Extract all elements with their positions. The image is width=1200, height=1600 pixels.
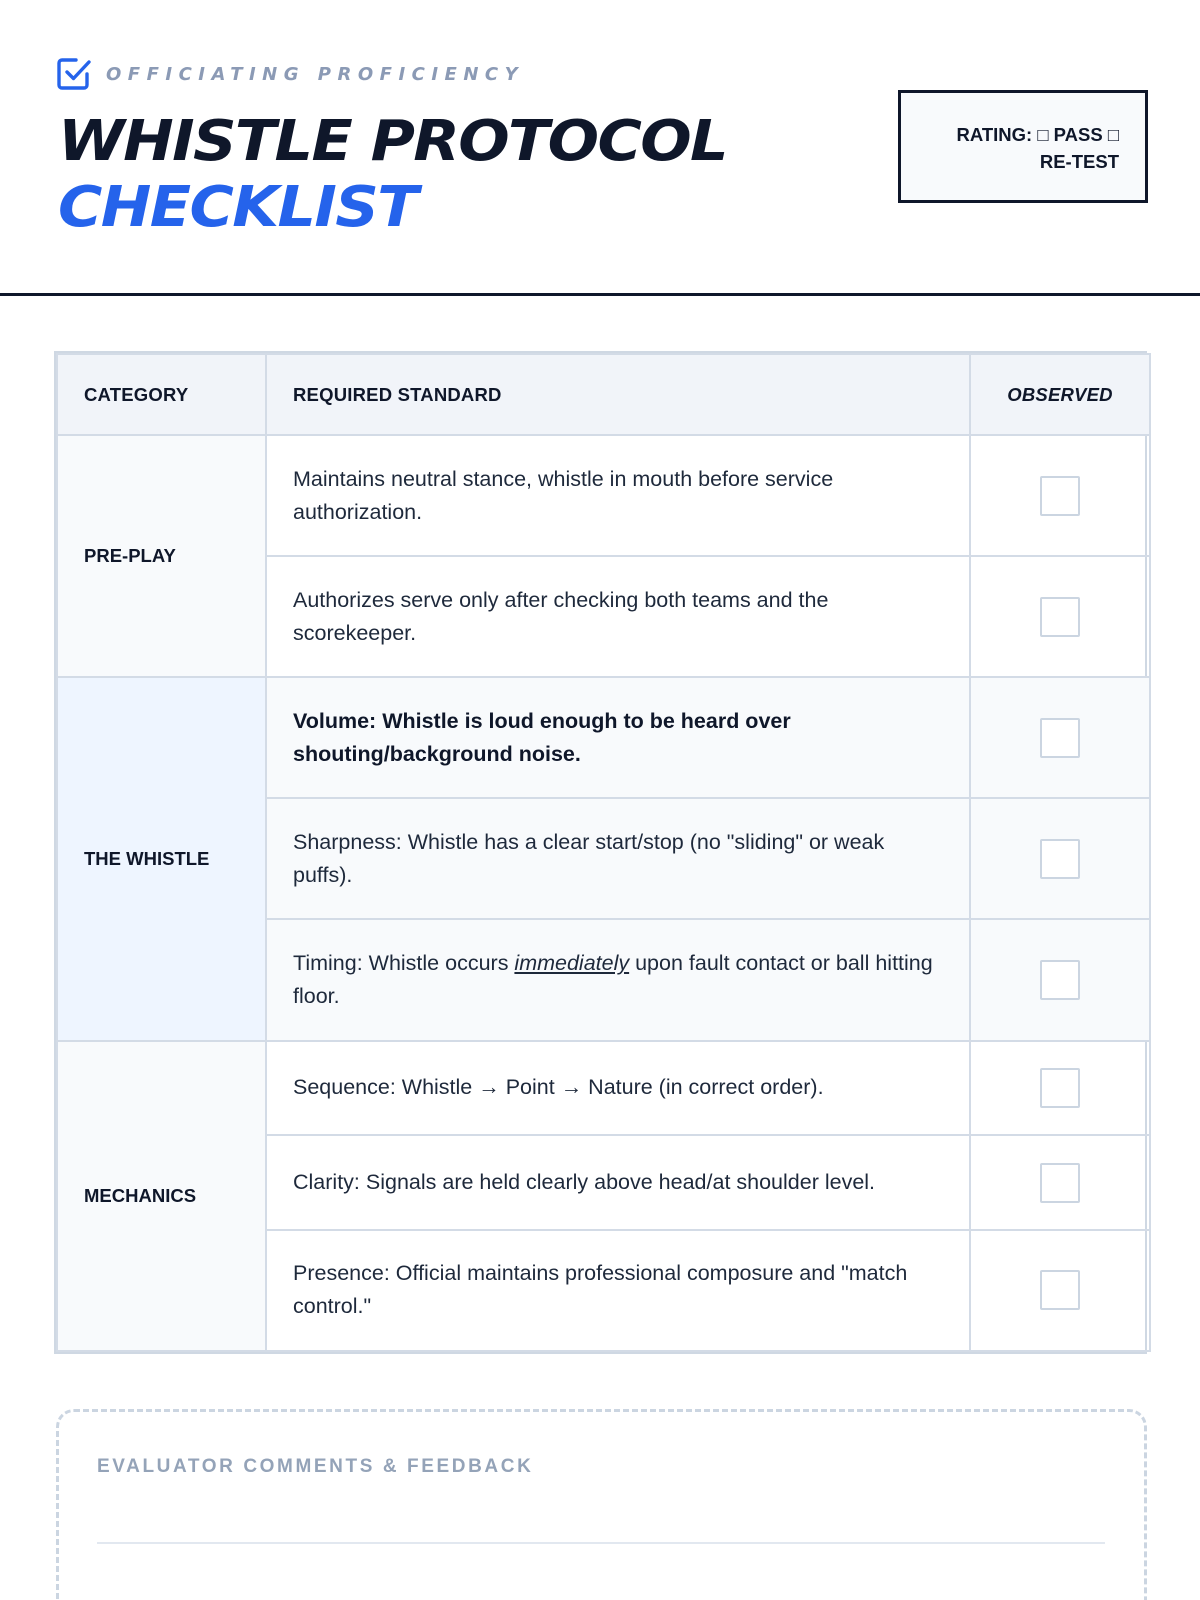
standard-text: Maintains neutral stance, whistle in mouth before service authorization. (266, 435, 970, 556)
rating-box[interactable] (898, 90, 1148, 203)
standard-text: Sharpness: Whistle has a clear start/stop (no "sliding" or weak puffs). (266, 798, 970, 919)
checkbox-checked-icon (56, 56, 92, 92)
rating-line-1: RATING: □ PASS □ (956, 124, 1119, 145)
standard-text-end: upon fault contact or ball hitting floor. (293, 950, 933, 1008)
checklist-table (54, 351, 1147, 1354)
column-header-category: CATEGORY (57, 354, 266, 435)
observed-checkbox[interactable] (1040, 839, 1080, 879)
column-header-standard: REQUIRED STANDARD (266, 354, 970, 435)
standard-text (266, 919, 970, 1040)
standard-text: Sequence: Whistle → Point → Nature (in correct order). (266, 1041, 970, 1136)
eyebrow-label: OFFICIATING PROFICIENCY (106, 63, 525, 85)
observed-checkbox[interactable] (1040, 476, 1080, 516)
observed-checkbox[interactable] (1040, 718, 1080, 758)
table-header-row (57, 354, 1150, 435)
standard-text-emphasis: immediately (514, 950, 630, 975)
category-mechanics: MECHANICS (57, 1041, 266, 1351)
standard-text: Presence: Official maintains professional composure and "match control." (266, 1230, 970, 1351)
evaluator-comments-box[interactable] (56, 1409, 1147, 1600)
standard-text: Clarity: Signals are held clearly above head/at shoulder level. (266, 1135, 970, 1230)
comments-title: EVALUATOR COMMENTS & FEEDBACK (97, 1456, 534, 1477)
observed-checkbox[interactable] (1040, 1270, 1080, 1310)
eyebrow (56, 56, 524, 92)
comment-line[interactable] (97, 1542, 1105, 1544)
observed-checkbox[interactable] (1040, 1163, 1080, 1203)
standard-text: Authorizes serve only after checking both teams and the scorekeeper. (266, 556, 970, 677)
column-header-observed: OBSERVED (970, 354, 1150, 435)
category-pre-play: PRE-PLAY (57, 435, 266, 677)
standard-text: Volume: Whistle is loud enough to be heard over shouting/background noise. (266, 677, 970, 798)
page-title: WHISTLE PROTOCOL (58, 109, 727, 174)
observed-checkbox[interactable] (1040, 1068, 1080, 1108)
standard-text-start: Timing: Whistle occurs (293, 950, 515, 975)
page-header (0, 0, 1200, 296)
rating-line-2: RE-TEST (1039, 151, 1119, 172)
category-the-whistle: THE WHISTLE (57, 677, 266, 1040)
page-subtitle: CHECKLIST (58, 175, 417, 240)
table-row (57, 435, 1150, 556)
table-row (57, 1041, 1150, 1136)
table-row (57, 677, 1150, 798)
observed-checkbox[interactable] (1040, 960, 1080, 1000)
observed-checkbox[interactable] (1040, 597, 1080, 637)
